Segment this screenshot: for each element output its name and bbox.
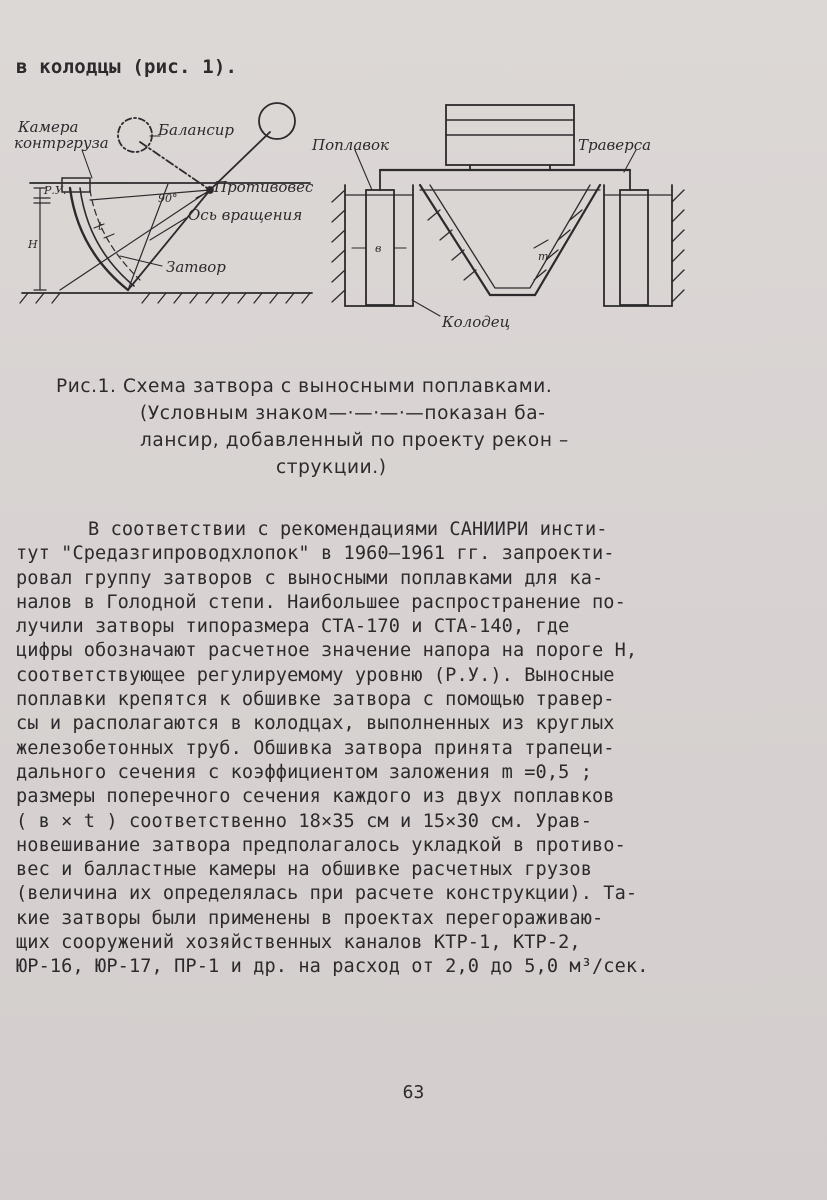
- counterweight-ball: [259, 103, 295, 139]
- label-balancer: Балансир: [158, 121, 235, 139]
- text-line: размеры поперечного сечения каждого из двух поплавков: [16, 786, 615, 808]
- text-line: соответствующее регулируемому уровню (Р.У.). Выносные: [16, 664, 615, 686]
- text-line: (величина их определялась при расчете конструкции). Та-: [16, 883, 638, 905]
- label-chamber-1: Камера: [18, 118, 79, 136]
- label-well: Колодец: [442, 313, 511, 331]
- gate-shell: [70, 188, 128, 290]
- text-line: налов в Голодной степи. Наибольшее распространение по-: [16, 591, 626, 613]
- text-line: ЮР-16, ЮР-17, ПР-1 и др. на расход от 2,0 до 5,0 м³/сек.: [16, 956, 649, 978]
- text-line: тут "Средазгипроводхлопок" в 1960–1961 гг. запроекти-: [16, 543, 615, 565]
- label-rotation-axis: Ось вращения: [188, 206, 303, 224]
- page-number: 63: [402, 1082, 425, 1103]
- right-ground-hatching: [332, 190, 684, 302]
- figure-gate-schematic: [0, 90, 827, 350]
- gate-arm-upper: [90, 190, 210, 200]
- caption-line: струкции.): [276, 457, 387, 478]
- label-h: Н: [28, 238, 38, 251]
- figure-caption: [56, 373, 696, 481]
- right-float: [620, 190, 648, 305]
- leader-axis: [150, 218, 186, 240]
- text-line: ( в × t ) соответственно 18×35 см и 15×30 см. Урав-: [16, 810, 593, 832]
- label-angle: 90°: [158, 192, 178, 205]
- caption-line: (Условным знаком—·—·—·—показан ба-: [140, 403, 546, 424]
- text-line: новешивание затвора предполагалось укладкой в противо-: [16, 834, 626, 856]
- text-line: кие затворы были применены в проектах перегораживаю-: [16, 907, 604, 929]
- text-line: поплавки крепятся к обшивке затвора с помощью травер-: [16, 689, 615, 711]
- text-line: лучили затворы типоразмера СТА-170 и СТА-140, где: [16, 616, 570, 638]
- label-m: m: [538, 250, 549, 263]
- body-paragraph: [16, 518, 816, 980]
- label-counterweight: Противовес: [214, 178, 314, 196]
- leader-chamber: [82, 150, 92, 178]
- label-chamber-2: контргруза: [14, 134, 109, 152]
- text-line: вес и балластные камеры на обшивке расчетных грузов: [16, 859, 593, 881]
- text-line: дального сечения с коэффициентом заложения m =0,5 ;: [16, 761, 593, 783]
- trapezoid-channel: [420, 185, 600, 295]
- caption-line: Рис.1. Схема затвора с выносными поплавками.: [56, 376, 553, 397]
- text-line: щих сооружений хозяйственных каналов КТР-1, КТР-2,: [16, 932, 581, 954]
- text-line: В соответствии с рекомендациями САНИИРИ инсти-: [88, 519, 608, 540]
- text-line: сы и располагаются в колодцах, выполненных из круглых: [16, 713, 615, 735]
- caption-line: лансир, добавленный по проекту рекон –: [140, 430, 569, 451]
- text-line: цифры обозначают расчетное значение напора на пороге Н,: [16, 640, 638, 662]
- label-t: t: [98, 220, 103, 233]
- label-gate: Затвор: [166, 258, 226, 276]
- label-traverse: Траверса: [578, 136, 652, 154]
- ground-hatching: [20, 293, 310, 303]
- balancer-circle: [118, 118, 152, 152]
- label-b: в: [375, 242, 382, 255]
- label-float: Поплавок: [312, 136, 389, 154]
- text-line: железобетонных труб. Обшивка затвора принята трапеци-: [16, 737, 615, 759]
- intro-line: в колодцы (рис. 1).: [16, 56, 238, 78]
- label-level: Р.У.: [44, 184, 67, 197]
- text-line: ровал группу затворов с выносными поплавками для ка-: [16, 567, 604, 589]
- leader-well: [412, 300, 440, 316]
- leader-float: [355, 150, 372, 190]
